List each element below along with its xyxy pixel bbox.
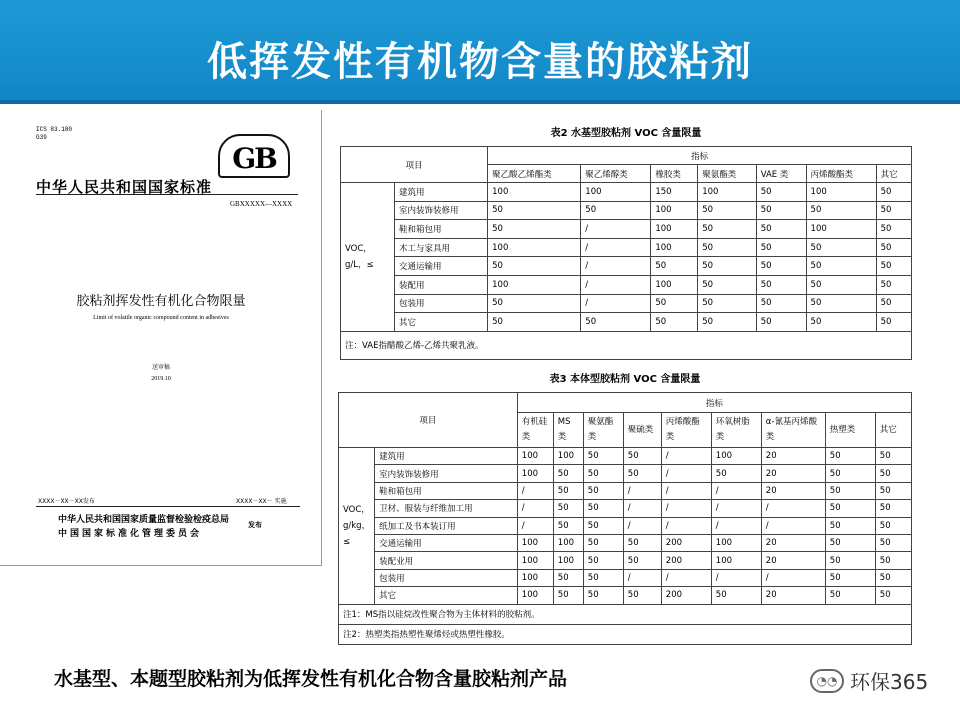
table-cell: 50 [825,569,875,586]
table2-col-header: 橡胶类 [651,165,698,183]
row-group-label: VOC，g/L，≤ [341,183,395,332]
table-cell: 50 [825,517,875,534]
table-cell: 100 [651,238,698,257]
table-row [339,482,912,499]
table-cell: 50 [876,257,911,276]
table-cell: 50 [583,552,623,569]
table-cell: 50 [651,294,698,313]
slide-title: 低挥发性有机物含量的胶粘剂 [207,38,753,85]
table-row [341,238,912,257]
cover-code: GBXXXXX—XXXX [230,200,293,208]
row-name: 室内装饰装修用 [375,465,518,482]
table-cell: 50 [756,313,806,332]
table3-col-header: 热塑类 [825,413,875,448]
table-cell: 100 [553,552,583,569]
table-cell: 50 [756,201,806,220]
table-cell: 100 [651,201,698,220]
table3-col-header: MS类 [553,413,583,448]
table-cell: 100 [517,448,553,465]
cover-national-standard: 中华人民共和国国家标准 [36,178,213,196]
table-cell: 50 [553,482,583,499]
table-row [339,587,912,604]
table-cell: 50 [806,275,876,294]
table-cell: 50 [583,482,623,499]
table-cell: / [661,482,711,499]
cover-ics [36,126,72,142]
table-cell: 100 [488,275,581,294]
table-cell: / [581,238,651,257]
table2-col-header: 聚乙烯醇类 [581,165,651,183]
table-cell: 50 [583,569,623,586]
table-cell: 100 [698,183,756,202]
table3-col-header: 丙烯酸酯类 [661,413,711,448]
table2-indicator-header: 指标 [488,147,912,165]
table-cell: 100 [711,552,761,569]
table-cell: 50 [623,552,661,569]
table-row [341,220,912,239]
row-name: 包装用 [395,294,488,313]
cover-org2: 中国国家标准化管理委员会 [58,529,203,539]
table-cell: / [623,569,661,586]
table-cell: 50 [875,465,911,482]
table-cell: / [517,482,553,499]
table-cell: 20 [761,448,825,465]
table-cell: 50 [711,587,761,604]
table-cell: 50 [875,587,911,604]
row-name: 鞋和箱包用 [375,482,518,499]
table-cell: 50 [651,257,698,276]
table-cell: 100 [553,534,583,551]
table-cell: 50 [756,275,806,294]
table-cell: 50 [698,313,756,332]
table3-header-row1 [339,393,912,413]
table-cell: 100 [711,534,761,551]
table-cell: / [711,482,761,499]
table-cell: 50 [825,448,875,465]
table-cell: 50 [581,201,651,220]
table-cell: 50 [583,517,623,534]
table2-col-header: 丙烯酸酯类 [806,165,876,183]
row-name: 室内装饰装修用 [395,201,488,220]
table-cell: 50 [806,294,876,313]
table-cell: / [581,294,651,313]
table-cell: 50 [711,465,761,482]
cover-issue-date: XXXX－XX－XX发布 [38,498,95,505]
table-row [341,201,912,220]
table-cell: 50 [623,465,661,482]
table-cell: / [711,569,761,586]
table-cell: / [517,517,553,534]
table-cell: 50 [875,448,911,465]
table3-note-row [339,624,912,644]
table-cell: 50 [875,500,911,517]
table-cell: 50 [806,201,876,220]
table2-item-header: 项目 [341,147,488,183]
table-cell: 50 [875,569,911,586]
table-cell: 50 [806,313,876,332]
table3 [338,392,912,645]
table-cell: / [623,517,661,534]
gb-logo-text: GB [232,142,276,175]
table3-caption: 表3 本体型胶粘剂 VOC 含量限量 [549,374,701,385]
table2-note: 注：VAE指醋酸乙烯-乙烯共聚乳液。 [341,331,912,359]
row-name: 交通运输用 [375,534,518,551]
table3-col-header: 其它 [875,413,911,448]
row-group-label: VOC，g/kg，≤ [339,448,375,605]
table3-note1: 注1：MS指以硅烷改性聚合物为主体材料的胶粘剂。 [339,604,912,624]
table-cell: / [661,465,711,482]
table-cell: 100 [517,465,553,482]
table2-caption: 表2 水基型胶粘剂 VOC 含量限量 [550,128,702,139]
table3-col-header: 聚氨酯类 [583,413,623,448]
table-cell: 100 [581,183,651,202]
table-cell: 50 [488,257,581,276]
table-cell: 50 [806,238,876,257]
table-cell: / [711,500,761,517]
table3-note2: 注2：热塑类指热塑性聚烯烃或热塑性橡胶。 [339,624,912,644]
table-cell: 50 [488,201,581,220]
cover-ics-line1: ICS 83.180 [36,126,73,133]
table-cell: 50 [583,500,623,517]
table-cell: 50 [756,183,806,202]
row-name: 建筑用 [375,448,518,465]
cover-divider-top [36,194,298,195]
table-cell: 50 [825,465,875,482]
table-row [339,552,912,569]
row-name: 交通运输用 [395,257,488,276]
cover-divider-bottom [36,506,300,507]
row-name: 纸加工及书本装订用 [375,517,518,534]
watermark [810,666,928,695]
table-cell: 50 [876,201,911,220]
gb-logo [218,134,290,178]
table2-note-row [341,331,912,359]
table-cell: 50 [583,587,623,604]
table-cell: 50 [756,220,806,239]
table3-note-row [339,604,912,624]
table-cell: / [711,517,761,534]
table-cell: 50 [756,238,806,257]
table-cell: 50 [698,257,756,276]
table-cell: 50 [698,220,756,239]
table-cell: / [623,500,661,517]
table-cell: 200 [661,552,711,569]
table-cell: 50 [875,482,911,499]
table-row [339,569,912,586]
row-name: 其它 [395,313,488,332]
table-cell: 100 [517,552,553,569]
row-name: 鞋和箱包用 [395,220,488,239]
table-cell: 50 [825,552,875,569]
table-cell: 150 [651,183,698,202]
table-cell: 50 [756,257,806,276]
table-cell: 50 [581,313,651,332]
table-cell: / [661,517,711,534]
table-cell: 100 [517,534,553,551]
watermark-text: 环保365 [850,670,929,694]
row-name: 卫材、服装与纤维加工用 [375,500,518,517]
table2-col-header: VAE 类 [756,165,806,183]
table2-header-row1 [341,147,912,165]
table-cell: 50 [488,313,581,332]
table-cell: 50 [583,448,623,465]
table-cell: 50 [553,500,583,517]
table3-col-header: 环氧树脂类 [711,413,761,448]
table-cell: 50 [698,275,756,294]
table-cell: 50 [875,517,911,534]
table3-body [339,448,912,605]
table-cell: 50 [623,534,661,551]
table3-item-header: 项目 [339,393,518,448]
table-cell: 100 [517,587,553,604]
cover-org1: 中华人民共和国国家质量监督检验检疫总局 [58,515,230,525]
table-cell: 100 [488,183,581,202]
table-cell: 100 [651,275,698,294]
wechat-icon: ◔◔ [810,669,844,693]
table-cell: 50 [876,313,911,332]
table-cell: 50 [756,294,806,313]
cover-title-en: Limit of volatile organic compound content in adhesives [93,315,229,321]
table-cell: 100 [806,220,876,239]
table2-col-header: 其它 [876,165,911,183]
table-cell: / [761,500,825,517]
table-cell: 20 [761,552,825,569]
table-row [339,517,912,534]
table-cell: 50 [876,183,911,202]
table-cell: / [581,257,651,276]
table-cell: 50 [698,294,756,313]
table-row [339,448,912,465]
table-cell: / [623,482,661,499]
table-cell: 50 [875,552,911,569]
cover-publish: 发布 [248,521,262,529]
table-row [341,294,912,313]
table-cell: 50 [876,275,911,294]
table2-col-header: 聚氨酯类 [698,165,756,183]
table-cell: / [761,517,825,534]
row-name: 其它 [375,587,518,604]
table-row [339,465,912,482]
table-cell: 50 [876,238,911,257]
table2-body [341,183,912,332]
table2-col-header: 聚乙酸乙烯酯类 [488,165,581,183]
table-row [341,275,912,294]
table-cell: 50 [583,465,623,482]
cover-draft: 送审稿 [151,364,170,371]
table-cell: 50 [825,534,875,551]
table-cell: 50 [806,257,876,276]
table-cell: 50 [553,569,583,586]
cover-implement-date: XXXX－XX－ 实施 [236,498,287,505]
table-cell: / [661,569,711,586]
table-cell: 100 [553,448,583,465]
table-cell: 50 [553,465,583,482]
table-cell: 50 [623,448,661,465]
table-cell: / [581,220,651,239]
table-cell: 50 [488,294,581,313]
table-cell: / [517,500,553,517]
table-cell: 200 [661,587,711,604]
row-name: 木工与家具用 [395,238,488,257]
table3-col-header: α-氰基丙烯酸类 [761,413,825,448]
table-cell: 50 [488,220,581,239]
table-cell: / [661,448,711,465]
table-cell: 50 [651,313,698,332]
table-row [341,257,912,276]
table3-col-header: 有机硅类 [517,413,553,448]
table-cell: 100 [806,183,876,202]
cover-draft-date: 2019.10 [151,376,171,382]
table-cell: 100 [651,220,698,239]
table-cell: 50 [583,534,623,551]
table-cell: 50 [825,500,875,517]
table-row [341,183,912,202]
table-cell: / [661,500,711,517]
row-name: 装配用 [395,275,488,294]
table3-indicator-header: 指标 [517,393,911,413]
table-cell: / [581,275,651,294]
title-bar [0,0,960,104]
table-cell: 50 [825,482,875,499]
table-cell: 50 [876,220,911,239]
table-cell: 100 [488,238,581,257]
table-cell: 20 [761,587,825,604]
table-cell: 200 [661,534,711,551]
table-row [339,534,912,551]
table2 [340,146,912,360]
table-cell: 50 [698,201,756,220]
table-cell: 100 [711,448,761,465]
slide-footer: 水基型、本题型胶粘剂为低挥发性有机化合物含量胶粘剂产品 [54,668,568,690]
cover-ics-line2: G39 [36,134,47,141]
table-cell: 50 [623,587,661,604]
table-cell: 50 [698,238,756,257]
row-name: 装配业用 [375,552,518,569]
table-cell: 50 [875,534,911,551]
row-name: 建筑用 [395,183,488,202]
table3-col-header: 聚硫类 [623,413,661,448]
table-cell: 50 [825,587,875,604]
table-cell: 50 [553,517,583,534]
title-stripe [0,100,960,104]
table-cell: / [761,569,825,586]
standard-cover [0,110,322,566]
table-row [341,313,912,332]
table-cell: 20 [761,465,825,482]
table-cell: 20 [761,534,825,551]
table-cell: 50 [553,587,583,604]
table-cell: 100 [517,569,553,586]
row-name: 包装用 [375,569,518,586]
table-row [339,500,912,517]
table-cell: 50 [876,294,911,313]
table-cell: 20 [761,482,825,499]
cover-title-cn: 胶粘剂挥发性有机化合物限量 [76,294,246,309]
